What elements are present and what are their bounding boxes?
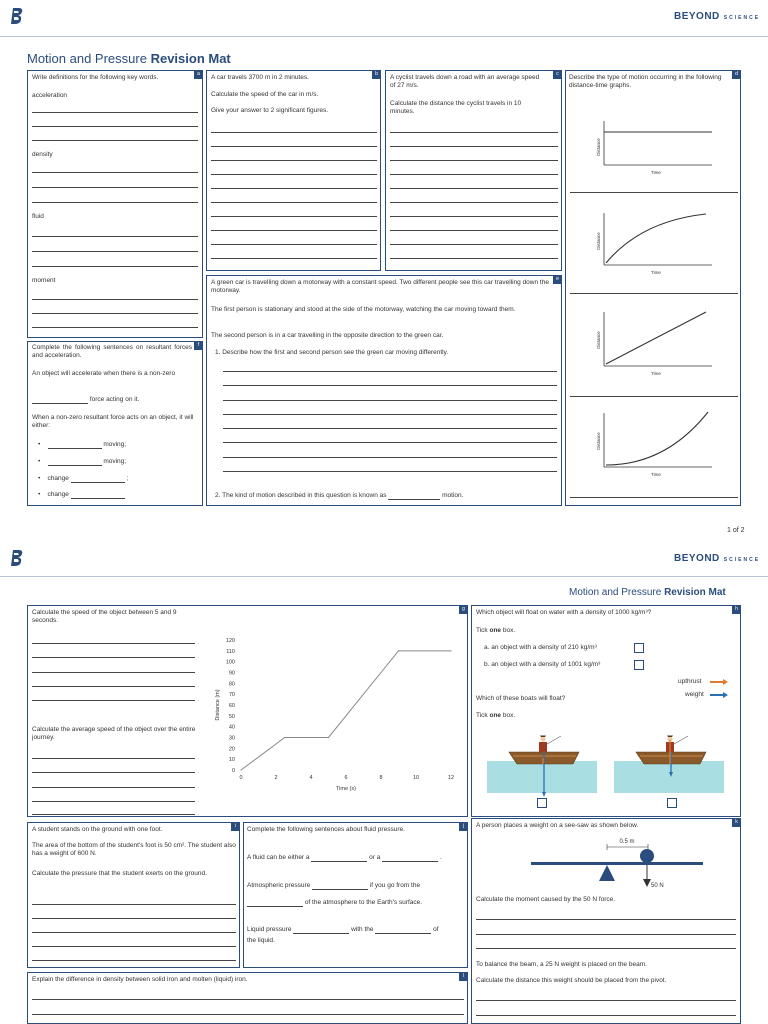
- force-label: 50 N: [651, 883, 664, 889]
- tick-instruction: Tick one box.: [476, 627, 516, 634]
- answer-line[interactable]: [32, 313, 198, 314]
- graph-line: [606, 214, 706, 263]
- answer-line[interactable]: [32, 140, 198, 141]
- answer-line[interactable]: [390, 146, 558, 147]
- section-i-pressure: [27, 822, 240, 968]
- answer-line[interactable]: [32, 1014, 464, 1015]
- y-axis-label: Distance (m): [215, 689, 221, 721]
- answer-line[interactable]: [223, 442, 557, 443]
- section-prompt: Complete the following sentences about fluid pressure.: [247, 826, 405, 833]
- section-tag: b: [372, 70, 381, 79]
- section-b-car-speed: [206, 70, 381, 271]
- data-point: [240, 769, 241, 770]
- blank-atm-2[interactable]: [247, 900, 303, 907]
- section-f-resultant-forces: [27, 341, 203, 506]
- see-saw-diagram: [527, 835, 707, 895]
- answer-line[interactable]: [32, 236, 198, 237]
- question-text: A student stands on the ground with one foot.: [32, 826, 163, 833]
- x-axis-label: Time (s): [336, 786, 356, 792]
- answer-line[interactable]: [32, 266, 198, 267]
- section-tag: c: [553, 70, 562, 79]
- beyond-logo-icon: [10, 7, 24, 25]
- answer-line[interactable]: [32, 299, 198, 300]
- answer-line[interactable]: [32, 643, 195, 644]
- answer-line[interactable]: [211, 160, 377, 161]
- option-a-checkbox[interactable]: [634, 643, 644, 653]
- answer-line[interactable]: [390, 230, 558, 231]
- answer-line[interactable]: [570, 396, 738, 397]
- question-text: The first person is stationary and stood at the side of the motorway, watching the car moving toward them.: [211, 306, 516, 313]
- sentence-2: When a non-zero resultant force acts on an object, it will either:: [32, 414, 194, 429]
- y-tick-label: 40: [228, 724, 235, 731]
- y-tick-label: 90: [228, 670, 235, 677]
- answer-line[interactable]: [32, 772, 195, 773]
- question-text: Calculate the distance this weight should be placed from the pivot.: [476, 977, 667, 984]
- section-j-fluid-pressure: [243, 822, 468, 968]
- tick-instruction: Tick one box.: [476, 712, 516, 719]
- legend-weight: weight: [685, 691, 704, 698]
- answer-line[interactable]: [211, 258, 377, 259]
- answer-line[interactable]: [211, 202, 377, 203]
- answer-line[interactable]: [211, 230, 377, 231]
- question-text: Calculate the distance the cyclist travels in 10 minutes.: [390, 100, 522, 115]
- blank-liquid-2[interactable]: [375, 927, 431, 934]
- brand-name: BEYOND: [674, 553, 720, 564]
- distance-time-chart: [211, 636, 467, 796]
- answer-line[interactable]: [223, 457, 557, 458]
- x-tick-label: 12: [447, 775, 455, 781]
- upthrust-arrow-icon: [709, 679, 729, 685]
- page-title: Motion and Pressure Revision Mat: [27, 51, 231, 66]
- blank-bullet-1[interactable]: [48, 442, 102, 449]
- sentence-1: An object will accelerate when there is a non-zero: [32, 370, 176, 377]
- answer-line[interactable]: [32, 112, 198, 113]
- sentence-1: A fluid can be either a or a .: [247, 854, 442, 861]
- blank-bullet-2[interactable]: [48, 459, 102, 466]
- answer-line[interactable]: [211, 216, 377, 217]
- y-tick-label: 100: [225, 659, 235, 666]
- brand-sub: SCIENCE: [723, 15, 761, 21]
- brand-name: BEYOND: [674, 11, 720, 22]
- section-tag: d: [732, 70, 741, 79]
- answer-line[interactable]: [223, 400, 557, 401]
- sentence-1-end: force acting on it.: [32, 396, 200, 404]
- page-number: 1 of 2: [727, 527, 745, 534]
- section-tag: a: [194, 70, 203, 79]
- answer-line[interactable]: [211, 132, 377, 133]
- question-text: A car travels 3700 m in 2 minutes.: [211, 74, 309, 81]
- section-a-definitions: [27, 70, 203, 338]
- question-text: A person places a weight on a see-saw as shown below.: [476, 822, 639, 829]
- y-axis-label: Distance: [596, 138, 601, 156]
- answer-line[interactable]: [32, 327, 198, 328]
- answer-line[interactable]: [32, 187, 198, 188]
- answer-line[interactable]: [32, 686, 195, 687]
- keyword-acceleration: acceleration: [32, 92, 68, 99]
- question-text: Calculate the average speed of the object over the entire journey.: [32, 726, 196, 741]
- answer-line[interactable]: [476, 1000, 736, 1001]
- option-b-checkbox[interactable]: [634, 660, 644, 670]
- section-prompt: Write definitions for the following key words.: [32, 74, 159, 81]
- question-text: Explain the difference in density between solid iron and molten (liquid) iron.: [32, 976, 248, 983]
- answer-line[interactable]: [211, 174, 377, 175]
- header-divider: [0, 36, 768, 37]
- question-text: Calculate the speed of the car in m/s.: [211, 91, 319, 98]
- section-prompt: Describe the type of motion occurring in the following distance-time graphs.: [569, 74, 722, 89]
- bullet-3: • change ;: [38, 475, 129, 482]
- x-tick-label: 2: [274, 775, 278, 781]
- blank-fluid-2[interactable]: [382, 855, 438, 862]
- y-tick-label: 80: [228, 681, 235, 688]
- answer-line[interactable]: [390, 258, 558, 259]
- bullet-2: • moving;: [38, 458, 127, 465]
- section-h-floating: [471, 605, 741, 817]
- answer-line[interactable]: [32, 672, 195, 673]
- x-axis-label: Time: [651, 371, 661, 376]
- answer-line[interactable]: [390, 216, 558, 217]
- answer-line[interactable]: [32, 904, 236, 905]
- x-axis-label: Time: [651, 270, 661, 275]
- boat-left-checkbox[interactable]: [537, 798, 547, 808]
- option-a-text: a. an object with a density of 210 kg/m³: [484, 644, 597, 651]
- question-text: To balance the beam, a 25 N weight is placed on the beam.: [476, 961, 647, 968]
- x-tick-label: 8: [379, 775, 383, 781]
- beyond-logo-icon: [10, 549, 24, 567]
- section-k-moments: [471, 818, 741, 1024]
- x-axis-label: Time: [651, 472, 661, 477]
- sentence-2: Atmospheric pressure if you go from the: [247, 882, 421, 889]
- answer-line[interactable]: [570, 293, 738, 294]
- section-tag: l: [459, 972, 468, 981]
- graph-line: [606, 412, 708, 465]
- answer-line[interactable]: [223, 428, 557, 429]
- y-axis-label: Distance: [596, 331, 601, 349]
- answer-line[interactable]: [32, 700, 195, 701]
- section-tag: i: [231, 822, 240, 831]
- answer-line[interactable]: [390, 244, 558, 245]
- legend-upthrust: upthrust: [678, 678, 702, 685]
- page-title: Motion and Pressure Revision Mat: [569, 587, 726, 598]
- boat-diagram-left: [487, 734, 597, 799]
- answer-line[interactable]: [32, 946, 236, 947]
- y-tick-label: 20: [228, 746, 235, 753]
- blank-bullet-3[interactable]: [71, 476, 125, 483]
- x-tick-label: 4: [309, 775, 313, 781]
- y-tick-label: 0: [231, 768, 235, 774]
- section-d-graphs: [565, 70, 741, 506]
- data-point: [328, 737, 329, 738]
- weight-arrow-icon: [709, 692, 729, 698]
- answer-line[interactable]: [476, 948, 736, 949]
- option-b-text: b. an object with a density of 1001 kg/m³: [484, 661, 601, 668]
- answer-line[interactable]: [390, 174, 558, 175]
- y-tick-label: 60: [228, 703, 235, 709]
- question-text: Give your answer to 2 significant figures.: [211, 107, 329, 114]
- section-c-cyclist: [385, 70, 562, 271]
- section-tag: f: [194, 341, 203, 350]
- answer-line[interactable]: [390, 202, 558, 203]
- boat-diagram-right: [614, 734, 724, 799]
- answer-line[interactable]: [570, 192, 738, 193]
- data-point: [450, 650, 451, 651]
- section-tag: g: [459, 605, 468, 614]
- x-tick-label: 6: [344, 775, 348, 781]
- answer-line[interactable]: [32, 787, 195, 788]
- question-text: Calculate the pressure that the student exerts on the ground.: [32, 870, 207, 877]
- answer-line[interactable]: [32, 657, 195, 658]
- brand-sub: SCIENCE: [723, 557, 761, 563]
- y-tick-label: 120: [225, 638, 235, 644]
- answer-line[interactable]: [32, 251, 198, 252]
- question-text: Calculate the moment caused by the 50 N force.: [476, 896, 616, 903]
- y-tick-label: 50: [228, 713, 235, 720]
- y-axis-label: Distance: [596, 232, 601, 250]
- brand-logo: [674, 11, 760, 22]
- question-text: Calculate the speed of the object between 5 and 9 seconds.: [32, 609, 177, 624]
- blank-liquid-1[interactable]: [293, 927, 349, 934]
- y-tick-label: 110: [226, 648, 235, 655]
- section-prompt: Complete the following sentences on resultant forces and acceleration.: [32, 344, 192, 359]
- keyword-fluid: fluid: [32, 213, 44, 220]
- question-text: Which object will float on water with a density of 1000 kg/m³?: [476, 609, 652, 616]
- blank-atm-1[interactable]: [312, 883, 368, 890]
- answer-line[interactable]: [223, 371, 557, 372]
- answer-line[interactable]: [390, 132, 558, 133]
- answer-line[interactable]: [32, 758, 195, 759]
- answer-line[interactable]: [32, 172, 198, 173]
- y-tick-label: 30: [228, 735, 235, 742]
- brand-logo: [674, 553, 760, 564]
- question-text: A cyclist travels down a road with an average speed of 27 m/s.: [390, 74, 540, 89]
- answer-line[interactable]: [223, 385, 557, 386]
- blank-motion-type[interactable]: [388, 493, 440, 500]
- distance-time-graph-3: [596, 308, 716, 378]
- question-text: A green car is travelling down a motorway with a constant speed. Two different people see this car travelling down the motorway.: [211, 279, 549, 294]
- data-point: [398, 650, 399, 651]
- section-tag: h: [732, 605, 741, 614]
- section-tag: e: [553, 275, 562, 284]
- keyword-moment: moment: [32, 277, 56, 284]
- distance-label: 0.5 m: [619, 839, 635, 845]
- series-line: [241, 651, 451, 770]
- answer-line[interactable]: [211, 244, 377, 245]
- answer-line[interactable]: [32, 960, 236, 961]
- distance-time-graph-2: [596, 209, 716, 277]
- blank-fluid-1[interactable]: [311, 855, 367, 862]
- question-text: Which of these boats will float?: [476, 695, 566, 702]
- section-tag: j: [459, 822, 468, 831]
- y-tick-label: 10: [228, 757, 235, 764]
- section-g-distance-time-graph: [27, 605, 468, 817]
- y-axis-label: Distance: [596, 432, 601, 450]
- answer-line[interactable]: [32, 918, 236, 919]
- section-l-iron-density: [27, 972, 468, 1024]
- question-2: 2. The kind of motion described in this question is known as motion.: [215, 492, 464, 499]
- sentence-3-end: the liquid.: [247, 937, 275, 944]
- boat-right-checkbox[interactable]: [667, 798, 677, 808]
- answer-line[interactable]: [32, 999, 464, 1000]
- answer-line[interactable]: [570, 497, 738, 498]
- answer-line[interactable]: [211, 188, 377, 189]
- graph-line: [606, 312, 706, 364]
- header-divider: [0, 576, 768, 577]
- sentence-2-end: of the atmosphere to the Earth's surface.: [247, 899, 465, 907]
- data-point: [284, 737, 285, 738]
- question-text: The second person is in a car travelling in the opposite direction to the green car.: [211, 332, 444, 339]
- answer-line[interactable]: [223, 471, 557, 472]
- bullet-1: • moving;: [38, 441, 127, 448]
- answer-line[interactable]: [390, 188, 558, 189]
- answer-line[interactable]: [32, 126, 198, 127]
- answer-line[interactable]: [32, 932, 236, 933]
- x-axis-label: Time: [651, 170, 661, 175]
- keyword-density: density: [32, 151, 53, 158]
- blank-bullet-4[interactable]: [71, 492, 125, 499]
- answer-line[interactable]: [32, 814, 195, 815]
- x-tick-label: 0: [239, 775, 243, 781]
- answer-line[interactable]: [32, 202, 198, 203]
- bullet-4: • change: [38, 491, 125, 499]
- answer-line[interactable]: [223, 414, 557, 415]
- section-tag: k: [732, 818, 741, 827]
- y-tick-label: 70: [228, 692, 235, 699]
- answer-line[interactable]: [476, 934, 736, 935]
- answer-line[interactable]: [390, 160, 558, 161]
- answer-line[interactable]: [32, 801, 195, 802]
- question-text: The area of the bottom of the student's foot is 50 cm². The student also has a weight of 600 N.: [32, 842, 236, 857]
- section-e-green-car: [206, 275, 562, 506]
- sentence-3: Liquid pressure with the of: [247, 926, 439, 933]
- distance-time-graph-1: [596, 117, 716, 179]
- distance-time-graph-4: [596, 409, 716, 479]
- question-1: 1. Describe how the first and second person see the green car moving differently.: [215, 349, 449, 356]
- answer-line[interactable]: [211, 146, 377, 147]
- answer-line[interactable]: [476, 1015, 736, 1016]
- answer-line[interactable]: [476, 919, 736, 920]
- x-tick-label: 10: [412, 775, 420, 781]
- blank-resultant[interactable]: [32, 397, 88, 404]
